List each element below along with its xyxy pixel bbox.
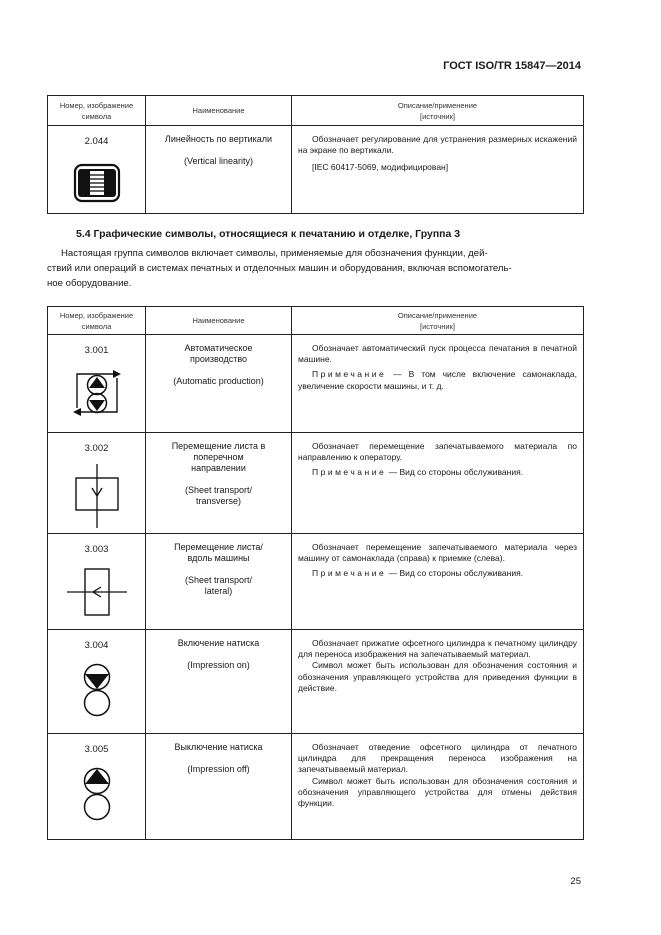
table-row <box>48 335 584 433</box>
sheet-transport-transverse-icon <box>73 464 121 528</box>
description-text-2: Символ может быть использован для обозначения состояния и обозначения управляющего устройства для отмены действия функции. <box>298 775 577 809</box>
description-text-2: Символ может быть использован для обозначения состояния и обозначения управляющего устройства для приведения функции в действие. <box>298 660 577 693</box>
description-cell <box>292 734 584 840</box>
column-header-description <box>292 96 584 126</box>
symbol-cell <box>48 534 146 630</box>
name-cell <box>146 126 292 214</box>
section-title: 5.4 Графические символы, относящиеся к печатанию и отделке, Группа 3 <box>76 228 461 240</box>
description-cell <box>292 433 584 534</box>
name-cell <box>146 734 292 840</box>
name-english: (Impression off) <box>187 764 250 774</box>
symbol-code: 2.044 <box>84 136 109 147</box>
name-russian: Выключение натиска <box>174 742 263 752</box>
symbols-table-group-2 <box>47 95 584 214</box>
table-header-row <box>48 96 584 126</box>
description-text: Обозначает автоматический пуск процесса печатания в печатной машине. <box>298 343 577 365</box>
column-header-name: Наименование <box>146 96 292 126</box>
source-text: [IEC 60417-5069, модифицирован] <box>312 162 449 173</box>
intro-line: ствий или операций в системах печатных и отделочных машин и оборудования, включая вспомогатель- <box>47 263 512 274</box>
symbols-table-group-3 <box>47 306 584 840</box>
column-header-code: Номер, изображение символа <box>48 307 146 335</box>
column-header-code: Номер, изображение символа <box>48 96 146 126</box>
source-label: [источник] <box>420 321 455 331</box>
description-text: Обозначает перемещение запечатываемого материала по направлению к оператору. <box>298 441 577 463</box>
automatic-production-icon <box>69 368 125 418</box>
note-label: Примечание <box>312 369 387 380</box>
section-intro <box>47 246 583 291</box>
symbol-code: 3.002 <box>84 443 109 454</box>
name-russian: Перемещение листа в поперечном направлении <box>171 441 266 473</box>
note-text <box>298 568 577 579</box>
page-number: 25 <box>570 876 581 887</box>
name-english: (Impression on) <box>187 660 250 670</box>
name-russian: Линейность по вертикали <box>164 134 273 144</box>
table-row <box>48 433 584 534</box>
intro-line: Настоящая группа символов включает символы, применяемые для обозначения функции, дей- <box>61 248 488 259</box>
name-english: (Sheet transport/ transverse) <box>184 485 253 506</box>
description-label: Описание/применение <box>397 100 478 110</box>
table-header-row <box>48 307 584 335</box>
symbol-cell <box>48 126 146 214</box>
symbol-code: 3.005 <box>84 744 109 755</box>
impression-off-icon <box>80 767 114 823</box>
column-header-name: Наименование <box>146 307 292 335</box>
note-text <box>298 369 577 391</box>
table-row <box>48 734 584 840</box>
note-body: — Вид со стороны обслуживания. <box>388 568 524 579</box>
description-label: Описание/применение <box>397 310 478 320</box>
source-label: [источник] <box>420 111 455 121</box>
note-text <box>298 467 577 478</box>
description-cell <box>292 534 584 630</box>
description-cell <box>292 126 584 214</box>
name-english: (Sheet transport/ lateral) <box>184 575 253 596</box>
note-label: Примечание <box>312 467 387 478</box>
column-header-description <box>292 307 584 335</box>
table-row <box>48 126 584 214</box>
impression-on-icon <box>80 663 114 719</box>
description-cell <box>292 630 584 734</box>
symbol-code: 3.003 <box>84 544 109 555</box>
name-russian: Включение натиска <box>177 638 260 648</box>
sheet-transport-lateral-icon <box>67 565 127 619</box>
description-cell <box>292 335 584 433</box>
symbol-cell <box>48 630 146 734</box>
symbol-cell <box>48 335 146 433</box>
symbol-code: 3.004 <box>84 640 109 651</box>
table-row <box>48 630 584 734</box>
name-russian: Перемещение листа/ вдоль машины <box>174 542 263 563</box>
name-russian: Автоматическое производство <box>184 343 253 364</box>
name-cell <box>146 335 292 433</box>
description-text: Обозначает отведение офсетного цилиндра от печатного цилиндра для прекращения переноса изображения на запечатываемый материал. <box>298 742 577 775</box>
note-label: Примечание <box>312 568 387 579</box>
name-cell <box>146 433 292 534</box>
description-text: Обозначает прижатие офсетного цилиндра к печатному цилиндру для переноса изображения на запечатываемый материал. <box>298 638 577 660</box>
intro-line: ное оборудование. <box>47 278 132 289</box>
name-cell <box>146 534 292 630</box>
description-text: Обозначает регулирование для устранения размерных искажений на экране по вертикали. <box>298 134 577 156</box>
name-cell <box>146 630 292 734</box>
symbol-cell <box>48 734 146 840</box>
table-row <box>48 534 584 630</box>
symbol-code: 3.001 <box>84 345 109 356</box>
note-body: — Вид со стороны обслуживания. <box>388 467 524 478</box>
name-english: (Automatic production) <box>173 376 264 386</box>
description-text: Обозначает перемещение запечатываемого материала через машину от самонаклада (справа) к приемке (слева). <box>298 542 577 564</box>
vertical-linearity-icon <box>73 163 121 203</box>
symbol-cell <box>48 433 146 534</box>
document-header: ГОСТ ISO/TR 15847—2014 <box>443 60 581 72</box>
name-english: (Vertical linearity) <box>183 156 254 166</box>
note-body: — В том числе включение самонаклада, увеличение скорости машины, и т. д. <box>298 369 577 391</box>
